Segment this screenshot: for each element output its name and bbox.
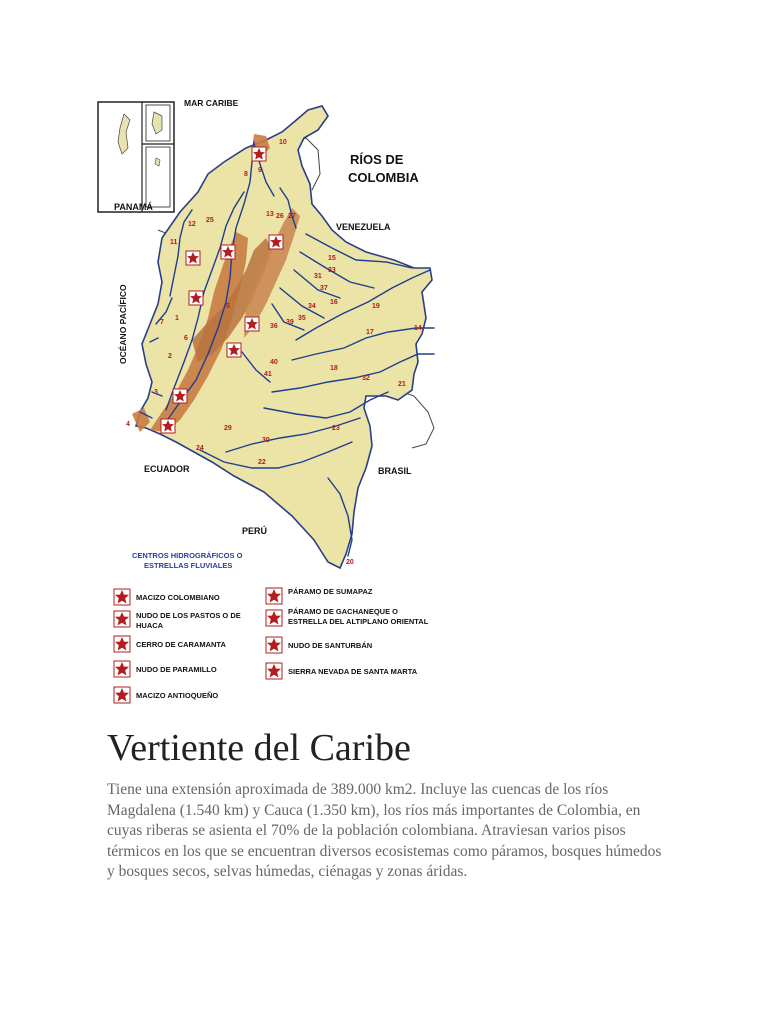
legend-item-label: ESTRELLA DEL ALTIPLANO ORIENTAL [288, 617, 429, 626]
river-num: 27 [288, 213, 296, 220]
river-num: 18 [330, 365, 338, 372]
river-num: 30 [262, 437, 270, 444]
river-num: 37 [320, 285, 328, 292]
river-num: 39 [286, 319, 294, 326]
label-ecuador: ECUADOR [144, 464, 190, 474]
colombia-rivers-map [96, 92, 452, 712]
star-icon [173, 389, 187, 403]
label-venezuela: VENEZUELA [336, 222, 391, 232]
star-icon [227, 343, 241, 357]
river-num: 12 [188, 221, 196, 228]
river-num: 35 [298, 315, 306, 322]
river-num: 5 [226, 303, 230, 310]
river-num: 33 [328, 267, 336, 274]
legend-title: CENTROS HIDROGRÁFICOS O [132, 551, 243, 560]
legend-item-label: NUDO DE PARAMILLO [136, 665, 217, 674]
label-panama: PANAMÁ [114, 202, 153, 212]
river-num: 1 [175, 315, 179, 322]
star-icon [252, 147, 266, 161]
legend-item-label: NUDO DE LOS PASTOS O DE [136, 611, 241, 620]
star-icon [189, 291, 203, 305]
river-num: 29 [224, 425, 232, 432]
legend-item-label: PÁRAMO DE GACHANEQUE O [288, 607, 399, 616]
river-num: 36 [270, 323, 278, 330]
article-body: Tiene una extensión aproximada de 389.000 km2. Incluye las cuencas de los ríos Magdalena (1.540 km) y Cauca (1.350 km), los ríos más importantes de Colombia, en cuyas riberas se asienta el 70% de la población colombiana. Atraviesan varios pisos térmicos en los que se encuentran diversos ecosistemas como páramos, bosques húmedos y bosques secos, selvas húmedas, ciénagas y zonas áridas. [107, 781, 662, 880]
article-heading: Vertiente del Caribe [107, 727, 411, 769]
map-title: COLOMBIA [348, 170, 419, 185]
legend-item-label: MACIZO COLOMBIANO [136, 593, 220, 602]
river-num: 23 [332, 425, 340, 432]
river-num: 10 [279, 139, 287, 146]
star-icon [269, 235, 283, 249]
legend-item-label: SIERRA NEVADA DE SANTA MARTA [288, 667, 418, 676]
river-num: 26 [276, 213, 284, 220]
label-peru: PERÚ [242, 526, 268, 536]
river-num: 6 [184, 335, 188, 342]
legend-item-label: CERRO DE CARAMANTA [136, 640, 226, 649]
map-legend [114, 551, 429, 703]
river-num: 9 [258, 167, 262, 174]
river-num: 3 [154, 389, 158, 396]
star-icon [161, 419, 175, 433]
map-title: RÍOS DE [350, 152, 404, 167]
river-num: 2 [168, 353, 172, 360]
river-num: 25 [206, 217, 214, 224]
river-num: 14 [414, 325, 422, 332]
river-num: 21 [398, 381, 406, 388]
star-icon [221, 245, 235, 259]
river-num: 22 [258, 459, 266, 466]
river-num: 4 [126, 421, 130, 428]
river-num: 41 [264, 371, 272, 378]
legend-item-label: HUACA [136, 621, 164, 630]
river-num: 19 [372, 303, 380, 310]
river-num: 16 [330, 299, 338, 306]
legend-title: ESTRELLAS FLUVIALES [144, 561, 233, 570]
river-num: 32 [362, 375, 370, 382]
river-num: 7 [160, 319, 164, 326]
river-num: 15 [328, 255, 336, 262]
star-icon [186, 251, 200, 265]
legend-item-label: PÁRAMO DE SUMAPAZ [288, 587, 373, 596]
river-num: 31 [314, 273, 322, 280]
river-num: 40 [270, 359, 278, 366]
star-icon [245, 317, 259, 331]
river-num: 8 [244, 171, 248, 178]
river-num: 11 [170, 239, 178, 246]
label-oceano-pacifico: OCÉANO PACÍFICO [118, 284, 128, 364]
label-mar-caribe: MAR CARIBE [184, 98, 239, 108]
inset-map-box [98, 102, 174, 212]
legend-item-label: NUDO DE SANTURBÁN [288, 641, 373, 650]
river-num: 13 [266, 211, 274, 218]
river-num: 20 [346, 559, 354, 566]
label-brasil: BRASIL [378, 466, 412, 476]
legend-item-label: MACIZO ANTIOQUEÑO [136, 691, 219, 700]
river-num: 17 [366, 329, 374, 336]
river-num: 34 [308, 303, 316, 310]
river-num: 24 [196, 445, 204, 452]
